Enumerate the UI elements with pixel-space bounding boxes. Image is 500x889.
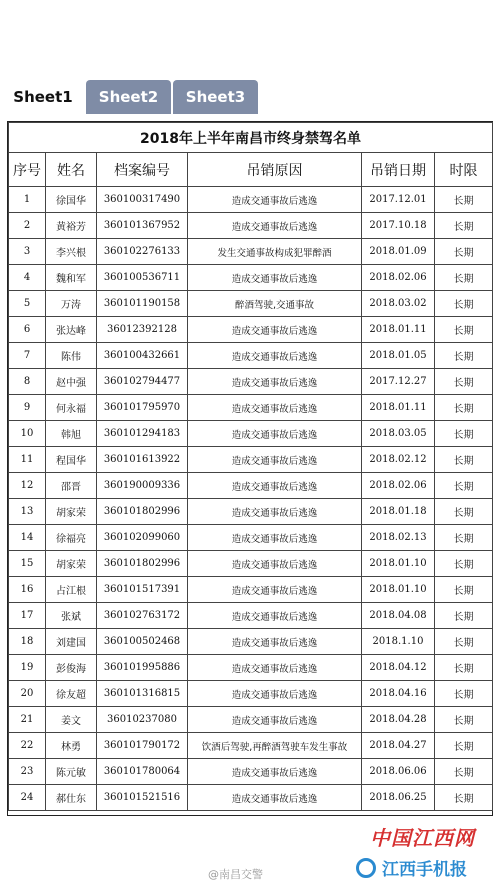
- cell-term[interactable]: 长期: [435, 187, 493, 213]
- cell-file-number[interactable]: 360101802996: [97, 499, 188, 525]
- cell-file-number[interactable]: 360101294183: [97, 421, 188, 447]
- cell-name[interactable]: 刘建国: [46, 629, 97, 655]
- table-row: [9, 655, 493, 681]
- cell-index[interactable]: 4: [9, 265, 46, 291]
- cell-reason[interactable]: 造成交通事故后逃逸: [188, 213, 362, 239]
- cell-term[interactable]: 长期: [435, 655, 493, 681]
- cell-name[interactable]: 陈元敏: [46, 759, 97, 785]
- cell-reason[interactable]: 饮酒后驾驶,再醉酒驾驶车发生事故: [188, 733, 362, 759]
- cell-date[interactable]: 2018.01.10: [362, 577, 435, 603]
- cell-index[interactable]: 19: [9, 655, 46, 681]
- cell-term[interactable]: 长期: [435, 447, 493, 473]
- tab-sheet2[interactable]: Sheet2: [86, 80, 171, 114]
- cell-index[interactable]: 13: [9, 499, 46, 525]
- cell-reason[interactable]: 造成交通事故后逃逸: [188, 395, 362, 421]
- table-row: [9, 707, 493, 733]
- cell-name[interactable]: 胡家荣: [46, 499, 97, 525]
- cell-file-number[interactable]: 360101367952: [97, 213, 188, 239]
- cell-file-number[interactable]: 360190009336: [97, 473, 188, 499]
- cell-term[interactable]: 长期: [435, 629, 493, 655]
- table-row: [9, 239, 493, 265]
- watermark-brand: 江西手机报: [382, 860, 467, 880]
- cell-file-number[interactable]: 360101517391: [97, 577, 188, 603]
- table-title: 2018年上半年南昌市终身禁驾名单: [9, 123, 493, 153]
- cell-name[interactable]: 程国华: [46, 447, 97, 473]
- cell-term[interactable]: 长期: [435, 239, 493, 265]
- cell-term[interactable]: 长期: [435, 733, 493, 759]
- cell-term[interactable]: 长期: [435, 681, 493, 707]
- cell-name[interactable]: 林勇: [46, 733, 97, 759]
- header-reason: 吊销原因: [188, 153, 362, 187]
- cell-index[interactable]: 2: [9, 213, 46, 239]
- cell-file-number[interactable]: 360100317490: [97, 187, 188, 213]
- cell-index[interactable]: 5: [9, 291, 46, 317]
- table-row: [9, 681, 493, 707]
- table-row: [9, 369, 493, 395]
- cell-index[interactable]: 14: [9, 525, 46, 551]
- cell-name[interactable]: 何永福: [46, 395, 97, 421]
- cell-reason[interactable]: 造成交通事故后逃逸: [188, 759, 362, 785]
- cell-file-number[interactable]: 360101780064: [97, 759, 188, 785]
- cell-date[interactable]: 2018.01.10: [362, 551, 435, 577]
- table-row: [9, 447, 493, 473]
- cell-index[interactable]: 16: [9, 577, 46, 603]
- cell-term[interactable]: 长期: [435, 525, 493, 551]
- cell-name[interactable]: 彭俊海: [46, 655, 97, 681]
- cell-date[interactable]: 2018.04.28: [362, 707, 435, 733]
- cell-term[interactable]: 长期: [435, 421, 493, 447]
- cell-index[interactable]: 17: [9, 603, 46, 629]
- cell-file-number[interactable]: 360100432661: [97, 343, 188, 369]
- table-row: [9, 421, 493, 447]
- weibo-watermark: @南昌交警: [208, 868, 263, 881]
- cell-date[interactable]: 2018.04.12: [362, 655, 435, 681]
- cell-file-number[interactable]: 360101613922: [97, 447, 188, 473]
- cell-file-number[interactable]: 360102276133: [97, 239, 188, 265]
- cell-date[interactable]: 2018.01.11: [362, 317, 435, 343]
- table-row: [9, 343, 493, 369]
- cell-name[interactable]: 占江根: [46, 577, 97, 603]
- cell-date[interactable]: 2018.02.06: [362, 473, 435, 499]
- cell-name[interactable]: 万涛: [46, 291, 97, 317]
- cell-date[interactable]: 2018.01.18: [362, 499, 435, 525]
- cell-index[interactable]: 23: [9, 759, 46, 785]
- cell-term[interactable]: 长期: [435, 213, 493, 239]
- phone-logo-icon: [356, 858, 376, 878]
- cell-reason[interactable]: 造成交通事故后逃逸: [188, 421, 362, 447]
- cell-date[interactable]: 2018.04.16: [362, 681, 435, 707]
- header-date: 吊销日期: [362, 153, 435, 187]
- cell-reason[interactable]: 造成交通事故后逃逸: [188, 317, 362, 343]
- cell-name[interactable]: 胡家荣: [46, 551, 97, 577]
- cell-name[interactable]: 徐国华: [46, 187, 97, 213]
- watermark-site-name: 中国江西网: [370, 826, 475, 850]
- cell-index[interactable]: 15: [9, 551, 46, 577]
- cell-name[interactable]: 姜文: [46, 707, 97, 733]
- cell-index[interactable]: 20: [9, 681, 46, 707]
- cell-term[interactable]: 长期: [435, 265, 493, 291]
- cell-name[interactable]: 赵中强: [46, 369, 97, 395]
- table-row: [9, 499, 493, 525]
- cell-reason[interactable]: 造成交通事故后逃逸: [188, 499, 362, 525]
- cell-index[interactable]: 8: [9, 369, 46, 395]
- table-row: [9, 187, 493, 213]
- table-row: [9, 473, 493, 499]
- cell-file-number[interactable]: 360101190158: [97, 291, 188, 317]
- cell-file-number[interactable]: 360101316815: [97, 681, 188, 707]
- cell-reason[interactable]: 造成交通事故后逃逸: [188, 551, 362, 577]
- cell-file-number[interactable]: 360100502468: [97, 629, 188, 655]
- cell-index[interactable]: 3: [9, 239, 46, 265]
- cell-term[interactable]: 长期: [435, 343, 493, 369]
- cell-index[interactable]: 9: [9, 395, 46, 421]
- cell-term[interactable]: 长期: [435, 317, 493, 343]
- cell-date[interactable]: 2018.1.10: [362, 629, 435, 655]
- table-row: [9, 317, 493, 343]
- cell-date[interactable]: 2018.03.05: [362, 421, 435, 447]
- cell-term[interactable]: 长期: [435, 577, 493, 603]
- cell-file-number[interactable]: 36010237080: [97, 707, 188, 733]
- cell-index[interactable]: 18: [9, 629, 46, 655]
- cell-reason[interactable]: 醉酒驾驶,交通事故: [188, 291, 362, 317]
- cell-index[interactable]: 10: [9, 421, 46, 447]
- cell-reason[interactable]: 造成交通事故后逃逸: [188, 655, 362, 681]
- cell-name[interactable]: 陈伟: [46, 343, 97, 369]
- header-file-number: 档案编号: [97, 153, 188, 187]
- table-row: [9, 733, 493, 759]
- cell-term[interactable]: 长期: [435, 603, 493, 629]
- cell-date[interactable]: 2017.12.01: [362, 187, 435, 213]
- cell-name[interactable]: 张斌: [46, 603, 97, 629]
- header-term: 时限: [435, 153, 493, 187]
- cell-reason[interactable]: 造成交通事故后逃逸: [188, 681, 362, 707]
- cell-reason[interactable]: 造成交通事故后逃逸: [188, 629, 362, 655]
- banned-drivers-table: [8, 122, 493, 811]
- cell-date[interactable]: 2018.02.13: [362, 525, 435, 551]
- cell-index[interactable]: 22: [9, 733, 46, 759]
- cell-date[interactable]: 2018.01.11: [362, 395, 435, 421]
- cell-name[interactable]: 徐福亮: [46, 525, 97, 551]
- table-row: [9, 629, 493, 655]
- cell-index[interactable]: 7: [9, 343, 46, 369]
- table-row: [9, 785, 493, 811]
- cell-index[interactable]: 12: [9, 473, 46, 499]
- cell-reason[interactable]: 造成交通事故后逃逸: [188, 577, 362, 603]
- cell-reason[interactable]: 发生交通事故构成犯罪醉酒: [188, 239, 362, 265]
- cell-date[interactable]: 2018.06.06: [362, 759, 435, 785]
- cell-file-number[interactable]: 360101790172: [97, 733, 188, 759]
- cell-reason[interactable]: 造成交通事故后逃逸: [188, 525, 362, 551]
- cell-date[interactable]: 2018.04.08: [362, 603, 435, 629]
- table-row: [9, 551, 493, 577]
- header-name: 姓名: [46, 153, 97, 187]
- cell-date[interactable]: 2018.01.05: [362, 343, 435, 369]
- cell-name[interactable]: 魏和军: [46, 265, 97, 291]
- cell-term[interactable]: 长期: [435, 369, 493, 395]
- cell-date[interactable]: 2018.02.06: [362, 265, 435, 291]
- table-row: [9, 525, 493, 551]
- cell-file-number[interactable]: 360102763172: [97, 603, 188, 629]
- cell-name[interactable]: 黄裕芳: [46, 213, 97, 239]
- header-index: 序号: [9, 153, 46, 187]
- cell-name[interactable]: 邵晋: [46, 473, 97, 499]
- cell-index[interactable]: 24: [9, 785, 46, 811]
- site-watermark: [356, 822, 496, 880]
- cell-term[interactable]: 长期: [435, 785, 493, 811]
- cell-file-number[interactable]: 360101995886: [97, 655, 188, 681]
- cell-file-number[interactable]: 360101802996: [97, 551, 188, 577]
- cell-file-number[interactable]: 360100536711: [97, 265, 188, 291]
- cell-reason[interactable]: 造成交通事故后逃逸: [188, 785, 362, 811]
- table-row: [9, 759, 493, 785]
- cell-name[interactable]: 韩旭: [46, 421, 97, 447]
- cell-reason[interactable]: 造成交通事故后逃逸: [188, 473, 362, 499]
- cell-file-number[interactable]: 360101521516: [97, 785, 188, 811]
- cell-reason[interactable]: 造成交通事故后逃逸: [188, 603, 362, 629]
- cell-file-number[interactable]: 360102794477: [97, 369, 188, 395]
- cell-term[interactable]: 长期: [435, 291, 493, 317]
- table-row: [9, 577, 493, 603]
- cell-index[interactable]: 6: [9, 317, 46, 343]
- cell-term[interactable]: 长期: [435, 707, 493, 733]
- cell-term[interactable]: 长期: [435, 473, 493, 499]
- cell-reason[interactable]: 造成交通事故后逃逸: [188, 343, 362, 369]
- table-row: [9, 291, 493, 317]
- table-row: [9, 603, 493, 629]
- cell-date[interactable]: 2018.01.09: [362, 239, 435, 265]
- cell-term[interactable]: 长期: [435, 499, 493, 525]
- cell-name[interactable]: 李兴根: [46, 239, 97, 265]
- cell-date[interactable]: 2018.06.25: [362, 785, 435, 811]
- cell-reason[interactable]: 造成交通事故后逃逸: [188, 187, 362, 213]
- cell-date[interactable]: 2018.02.12: [362, 447, 435, 473]
- cell-index[interactable]: 21: [9, 707, 46, 733]
- cell-name[interactable]: 郝仕东: [46, 785, 97, 811]
- cell-file-number[interactable]: 36012392128: [97, 317, 188, 343]
- cell-reason[interactable]: 造成交通事故后逃逸: [188, 265, 362, 291]
- cell-reason[interactable]: 造成交通事故后逃逸: [188, 369, 362, 395]
- cell-date[interactable]: 2018.04.27: [362, 733, 435, 759]
- cell-name[interactable]: 张达峰: [46, 317, 97, 343]
- cell-file-number[interactable]: 360102099060: [97, 525, 188, 551]
- cell-index[interactable]: 1: [9, 187, 46, 213]
- table-row: [9, 213, 493, 239]
- spreadsheet: [7, 121, 493, 816]
- cell-reason[interactable]: 造成交通事故后逃逸: [188, 707, 362, 733]
- sheet-tabs: [0, 80, 500, 116]
- cell-date[interactable]: 2017.12.27: [362, 369, 435, 395]
- cell-term[interactable]: 长期: [435, 395, 493, 421]
- tab-sheet3[interactable]: Sheet3: [173, 80, 258, 114]
- table-row: [9, 395, 493, 421]
- cell-name[interactable]: 徐友超: [46, 681, 97, 707]
- cell-term[interactable]: 长期: [435, 551, 493, 577]
- cell-date[interactable]: 2017.10.18: [362, 213, 435, 239]
- cell-term[interactable]: 长期: [435, 759, 493, 785]
- cell-reason[interactable]: 造成交通事故后逃逸: [188, 447, 362, 473]
- cell-index[interactable]: 11: [9, 447, 46, 473]
- cell-date[interactable]: 2018.03.02: [362, 291, 435, 317]
- tab-sheet1[interactable]: Sheet1: [0, 80, 86, 114]
- table-row: [9, 265, 493, 291]
- cell-file-number[interactable]: 360101795970: [97, 395, 188, 421]
